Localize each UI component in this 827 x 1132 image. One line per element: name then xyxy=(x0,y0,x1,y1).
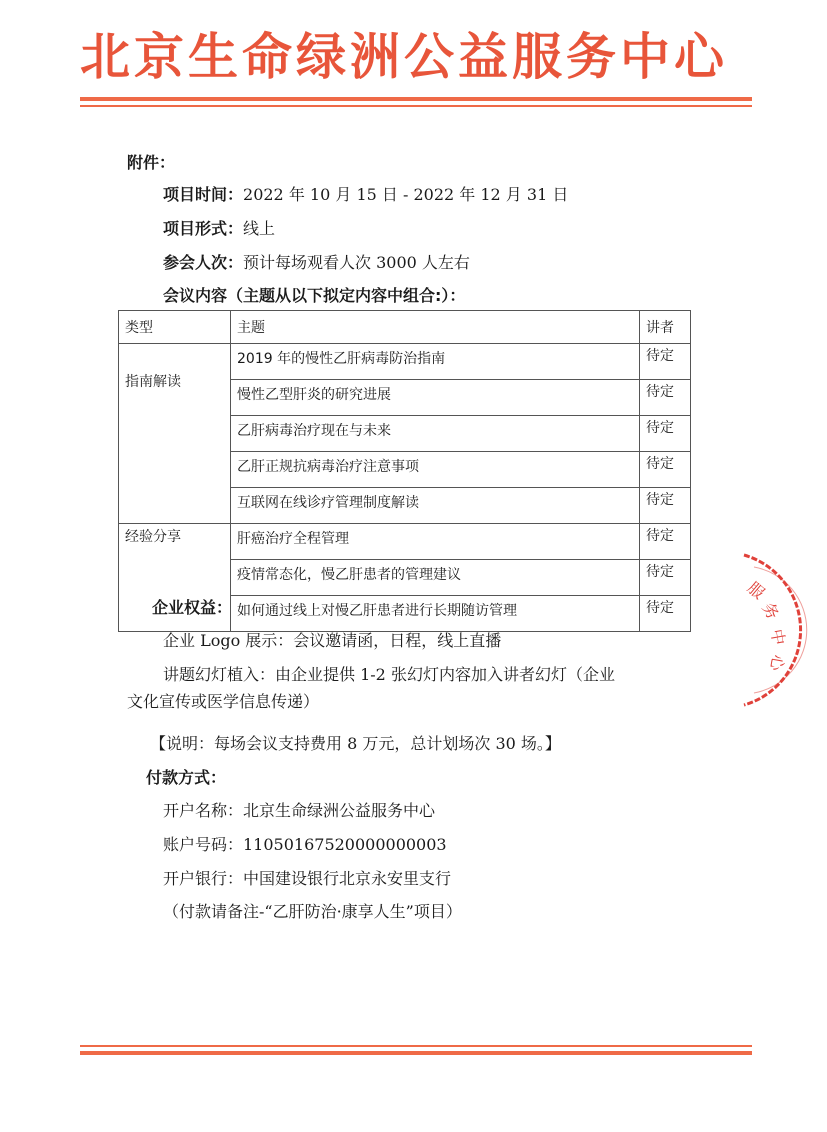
topic-cell: 肝癌治疗全程管理 xyxy=(231,524,640,560)
project-time-value: 2022 年 10 月 15 日 - 2022 年 12 月 31 日 xyxy=(243,185,569,204)
speaker-cell: 待定 xyxy=(640,452,691,488)
official-seal xyxy=(742,545,827,715)
attendance-value: 预计每场观看人次 3000 人左右 xyxy=(243,253,470,272)
account-number: 账户号码：11050167520000000003 xyxy=(163,835,447,854)
footer-rule-thin xyxy=(80,1045,752,1047)
seal-char-4: 心 xyxy=(766,653,788,673)
header-rule-thick xyxy=(80,97,752,101)
project-time-label: 项目时间： xyxy=(163,185,244,204)
header-rule-thin xyxy=(80,105,752,107)
topic-cell: 乙肝病毒治疗现在与未来 xyxy=(231,416,640,452)
speaker-cell: 待定 xyxy=(640,344,691,380)
benefit-slides-line2: 文化宣传或医学信息传递） xyxy=(127,692,320,711)
speaker-cell: 待定 xyxy=(640,416,691,452)
seal-char-2: 务 xyxy=(758,599,783,623)
type-cell-guideline: 指南解读 xyxy=(119,344,231,524)
account-name: 开户名称：北京生命绿洲公益服务中心 xyxy=(163,801,436,820)
attendance xyxy=(163,252,470,274)
attendance-label: 参会人次： xyxy=(163,253,244,272)
table-row xyxy=(119,524,691,560)
table-header-row xyxy=(119,311,691,344)
project-time xyxy=(163,184,568,206)
topic-cell: 互联网在线诊疗管理制度解读 xyxy=(231,488,640,524)
header-speaker: 讲者 xyxy=(640,311,691,344)
table-row xyxy=(119,344,691,380)
benefit-slides-line1: 讲题幻灯植入：由企业提供 1-2 张幻灯内容加入讲者幻灯（企业 xyxy=(163,665,615,684)
header-topic: 主题 xyxy=(231,311,640,344)
topic-cell: 如何通过线上对慢乙肝患者进行长期随访管理 xyxy=(231,596,640,632)
topic-cell: 疫情常态化，慢乙肝患者的管理建议 xyxy=(231,560,640,596)
meeting-content-table xyxy=(118,310,691,632)
meeting-content-heading: 会议内容（主题从以下拟定内容中组合:）： xyxy=(163,286,466,305)
payment-heading: 付款方式： xyxy=(146,768,227,787)
speaker-cell: 待定 xyxy=(640,560,691,596)
attachment-heading: 附件： xyxy=(127,153,176,172)
benefit-logo: 企业 Logo 展示：会议邀请函，日程，线上直播 xyxy=(163,631,502,650)
project-format-value: 线上 xyxy=(243,219,276,238)
letterhead-title: 北京生命绿洲公益服务中心 xyxy=(80,28,728,86)
benefits-heading: 企业权益： xyxy=(152,598,233,617)
topic-cell: 2019 年的慢性乙肝病毒防治指南 xyxy=(231,344,640,380)
footer-rule-thick xyxy=(80,1051,752,1055)
type-cell-experience: 经验分享 xyxy=(119,524,231,632)
topic-cell: 慢性乙型肝炎的研究进展 xyxy=(231,380,640,416)
speaker-cell: 待定 xyxy=(640,380,691,416)
bank-name: 开户银行：中国建设银行北京永安里支行 xyxy=(163,869,452,888)
project-format xyxy=(163,218,275,240)
seal-char-1: 服 xyxy=(743,578,769,603)
payment-remark: （付款请备注-“乙肝防治·康享人生”项目） xyxy=(163,902,462,921)
speaker-cell: 待定 xyxy=(640,596,691,632)
seal-char-3: 中 xyxy=(767,627,789,647)
topic-cell: 乙肝正规抗病毒治疗注意事项 xyxy=(231,452,640,488)
speaker-cell: 待定 xyxy=(640,524,691,560)
speaker-cell: 待定 xyxy=(640,488,691,524)
project-format-label: 项目形式： xyxy=(163,219,244,238)
cost-note: 【说明：每场会议支持费用 8 万元，总计划场次 30 场。】 xyxy=(150,734,561,753)
header-type: 类型 xyxy=(119,311,231,344)
